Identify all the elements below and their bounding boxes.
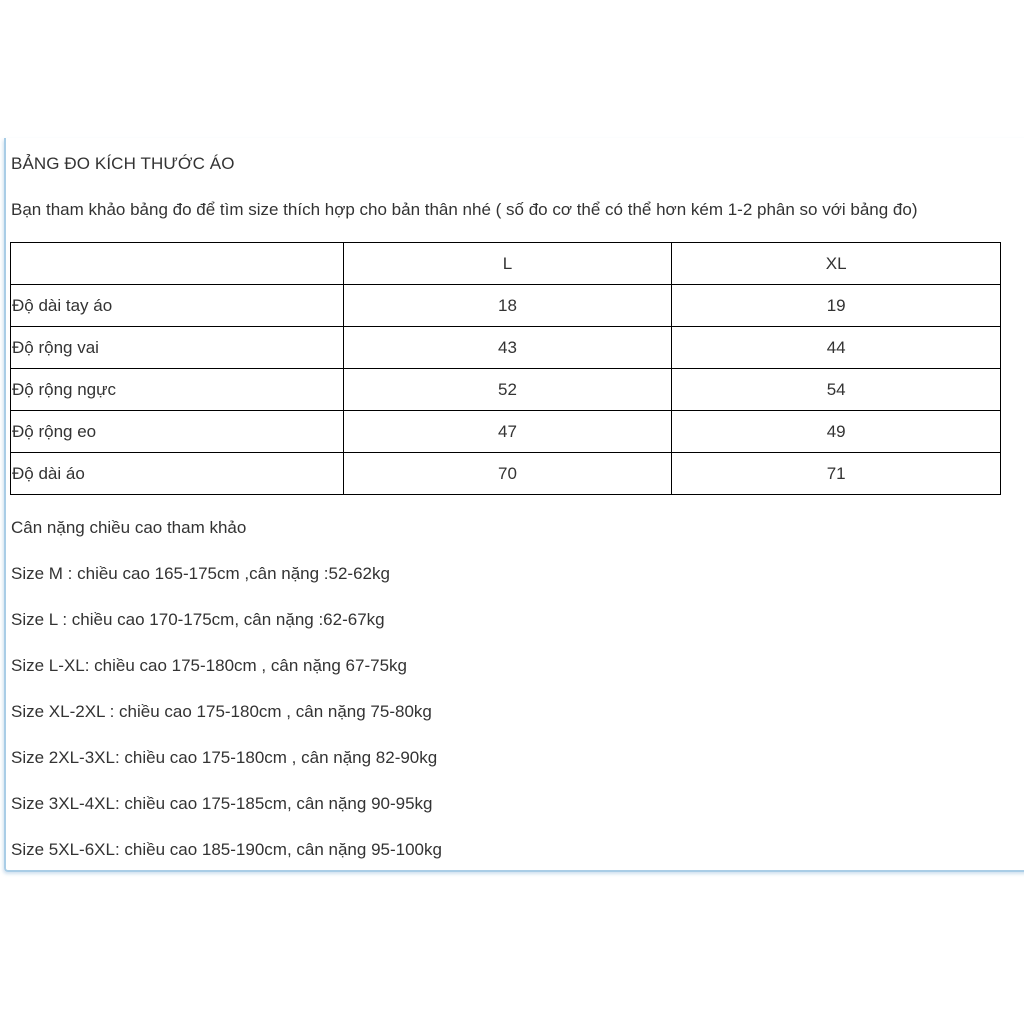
cell-xl: 19 (672, 285, 1001, 327)
list-item: Size L-XL: chiều cao 175-180cm , cân nặng 67-75kg (11, 656, 407, 675)
header-cell-empty (11, 243, 344, 285)
cell-l: 52 (343, 369, 672, 411)
reference-title: Cân nặng chiều cao tham khảo (11, 518, 247, 537)
row-label: Độ rộng ngực (11, 369, 344, 411)
cell-xl: 71 (672, 453, 1001, 495)
row-label: Độ rộng vai (11, 327, 344, 369)
list-item: Size 5XL-6XL: chiều cao 185-190cm, cân nặng 95-100kg (11, 840, 442, 859)
header-cell-l: L (343, 243, 672, 285)
list-item: Size 3XL-4XL: chiều cao 175-185cm, cân nặng 90-95kg (11, 794, 433, 813)
page-title: BẢNG ĐO KÍCH THƯỚC ÁO (11, 154, 235, 173)
table-row (11, 327, 1001, 369)
table-row (11, 285, 1001, 327)
size-table (10, 242, 1001, 495)
table-header-row (11, 243, 1001, 285)
cell-l: 47 (343, 411, 672, 453)
list-item: Size L : chiều cao 170-175cm, cân nặng :62-67kg (11, 610, 385, 629)
cell-xl: 54 (672, 369, 1001, 411)
table-row (11, 453, 1001, 495)
table-row (11, 369, 1001, 411)
list-item: Size M : chiều cao 165-175cm ,cân nặng :52-62kg (11, 564, 390, 583)
table-row (11, 411, 1001, 453)
row-label: Độ dài tay áo (11, 285, 344, 327)
cell-l: 43 (343, 327, 672, 369)
cell-xl: 44 (672, 327, 1001, 369)
cell-l: 70 (343, 453, 672, 495)
intro-text: Bạn tham khảo bảng đo để tìm size thích hợp cho bản thân nhé ( số đo cơ thể có thể hơn kém 1-2 phân so với bảng đo) (11, 200, 918, 219)
cell-xl: 49 (672, 411, 1001, 453)
header-cell-xl: XL (672, 243, 1001, 285)
list-item: Size XL-2XL : chiều cao 175-180cm , cân nặng 75-80kg (11, 702, 432, 721)
row-label: Độ rộng eo (11, 411, 344, 453)
row-label: Độ dài áo (11, 453, 344, 495)
size-guide-list (11, 564, 442, 886)
list-item: Size 2XL-3XL: chiều cao 175-180cm , cân nặng 82-90kg (11, 748, 438, 767)
cell-l: 18 (343, 285, 672, 327)
